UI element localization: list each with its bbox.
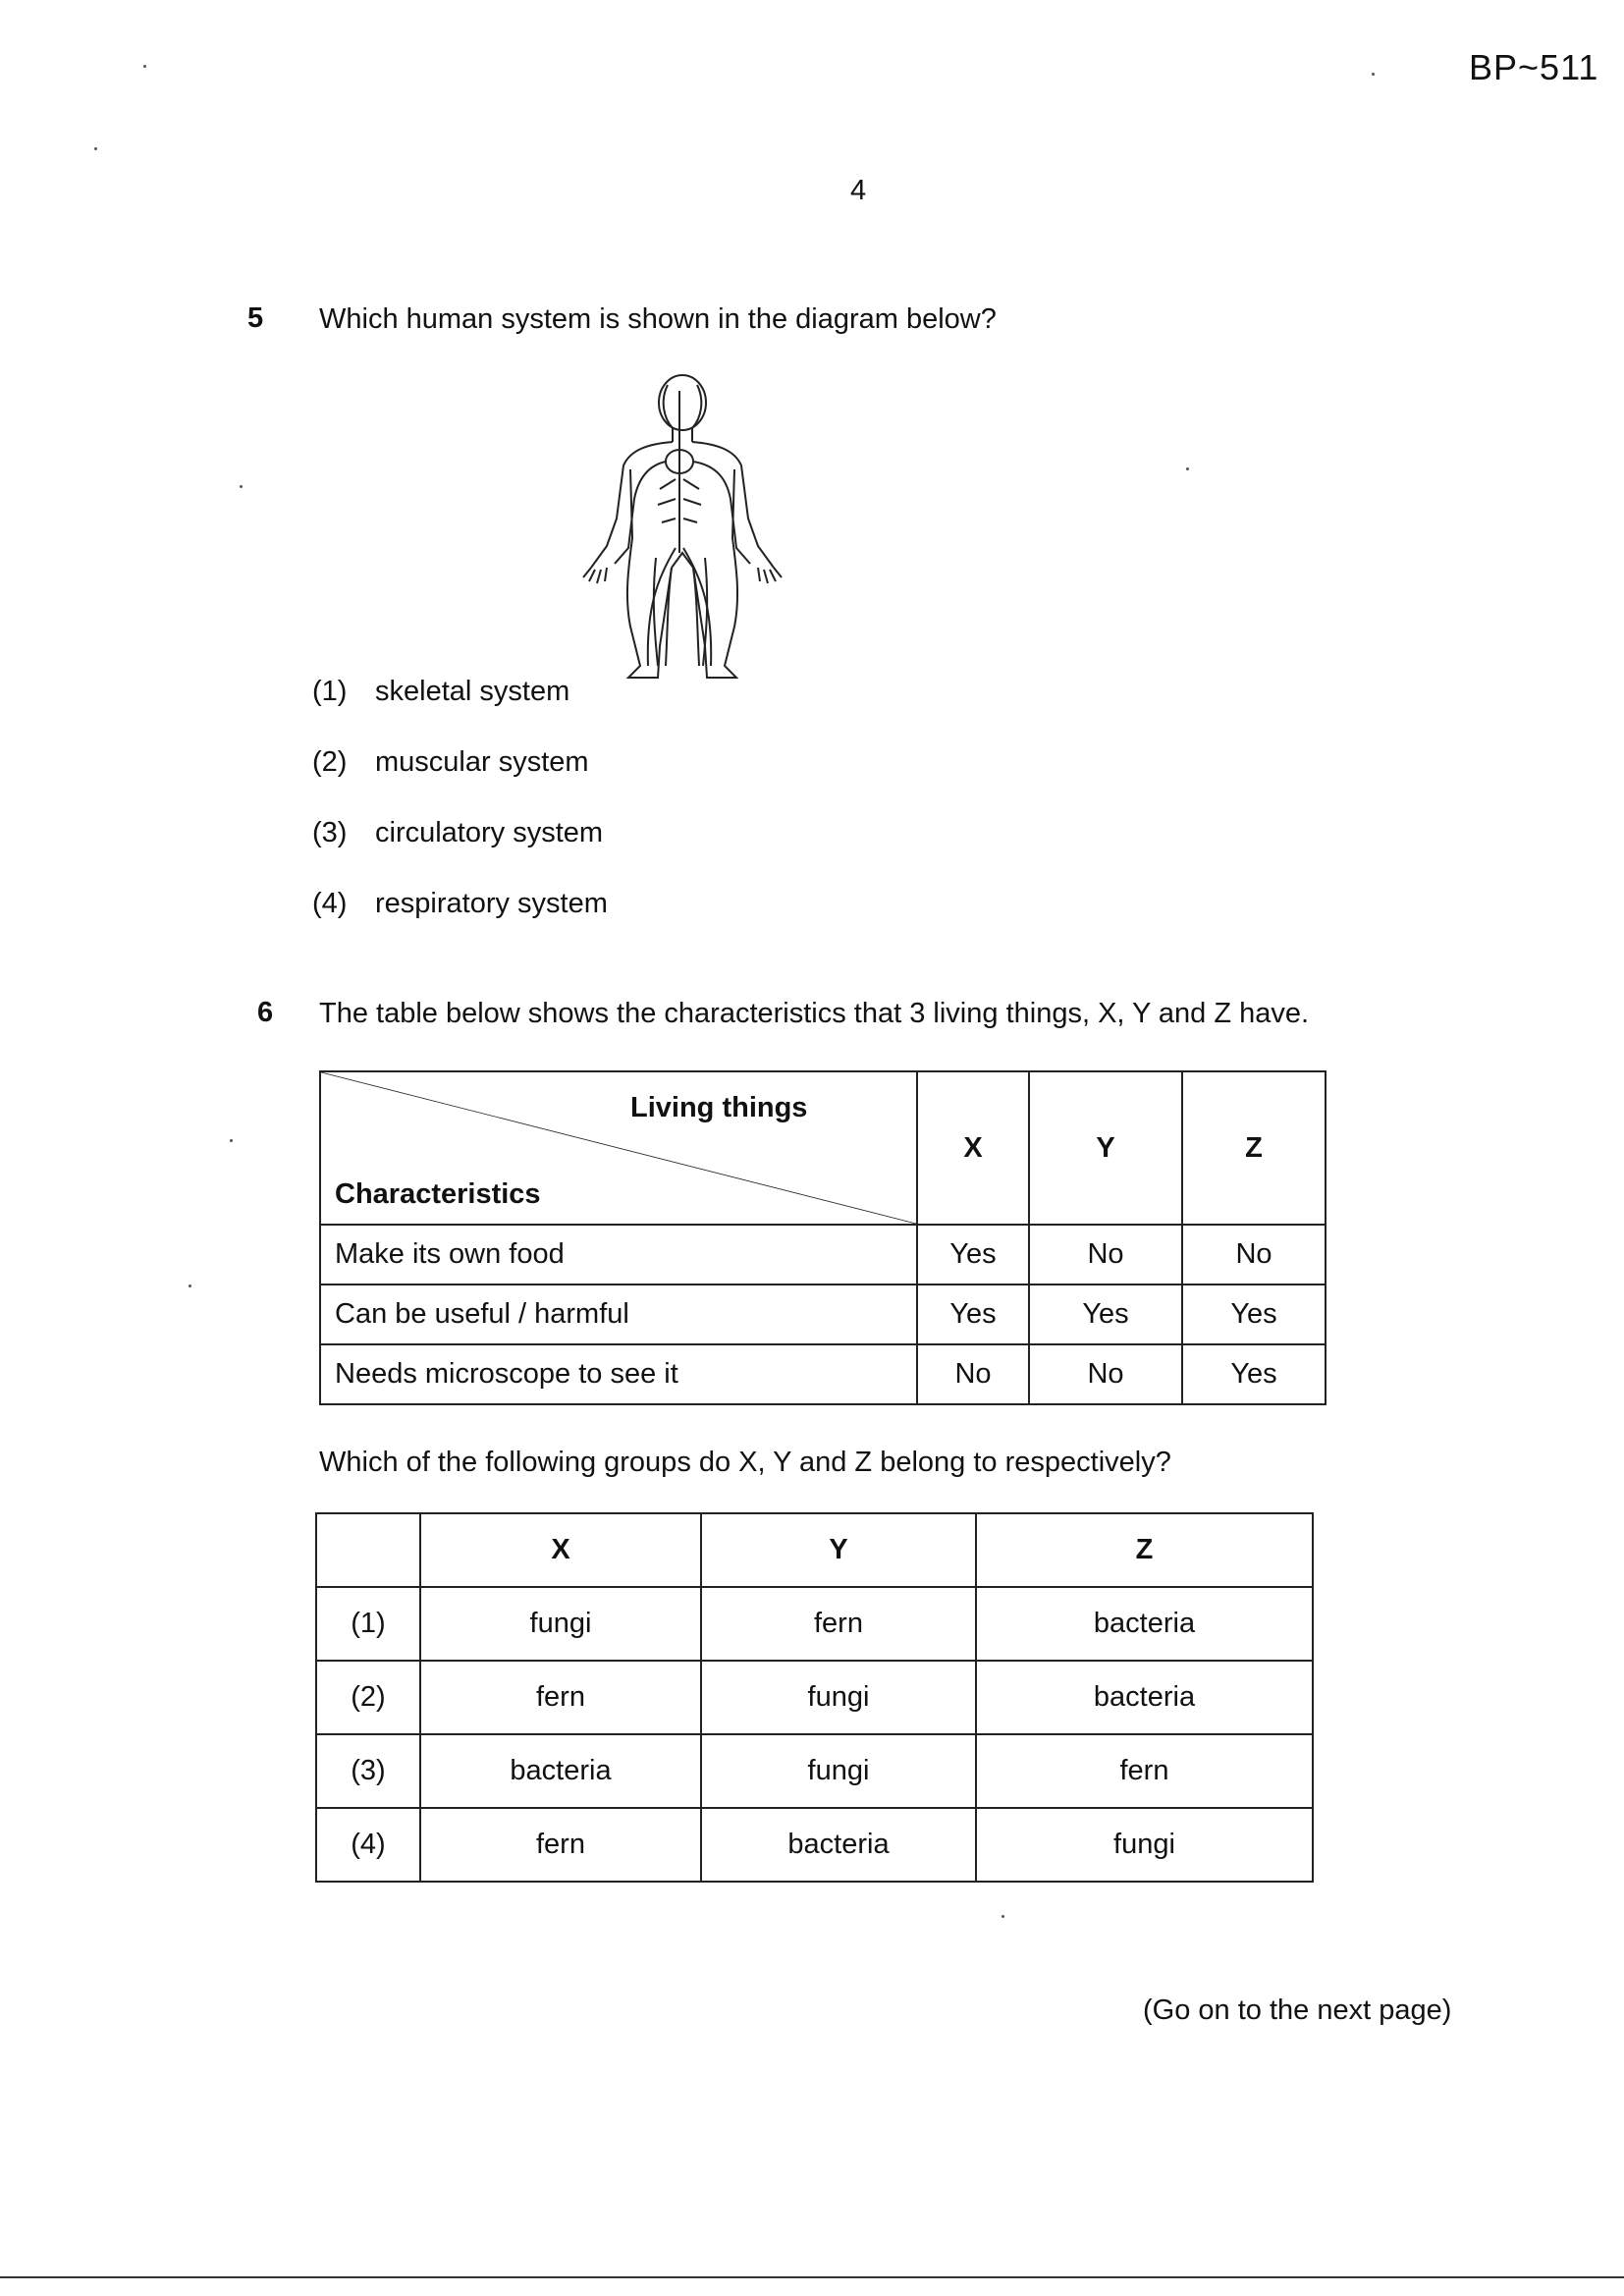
continue-note: (Go on to the next page) — [1143, 1995, 1452, 2026]
row-label: Needs microscope to see it — [320, 1344, 917, 1404]
table-header-diagonal — [320, 1071, 917, 1225]
col-header-x: X — [917, 1071, 1029, 1225]
table-row — [320, 1225, 1326, 1285]
page-bottom-rule — [0, 2276, 1624, 2278]
q5-option-2 — [312, 746, 589, 779]
cell-value: fern — [420, 1661, 701, 1734]
q5-option-2-text: muscular system — [375, 746, 589, 778]
cell-value: bacteria — [976, 1587, 1313, 1661]
cell-value: fungi — [701, 1661, 976, 1734]
q5-option-3 — [312, 817, 603, 849]
q5-option-2-number: (2) — [312, 746, 348, 778]
col-header-y: Y — [1029, 1071, 1182, 1225]
option-number: (1) — [316, 1587, 420, 1661]
cell-value: No — [1029, 1225, 1182, 1285]
question-5-text: Which human system is shown in the diagram below? — [319, 303, 997, 335]
cell-value: fungi — [701, 1734, 976, 1808]
cell-value: Yes — [1182, 1344, 1326, 1404]
answer-options-table — [315, 1512, 1314, 1883]
q5-option-1-text: skeletal system — [375, 676, 570, 707]
cell-value: Yes — [1182, 1285, 1326, 1344]
col-header-x: X — [420, 1513, 701, 1587]
cell-value: fern — [420, 1808, 701, 1882]
cell-value: No — [1029, 1344, 1182, 1404]
cell-value: bacteria — [976, 1661, 1313, 1734]
option-number: (3) — [316, 1734, 420, 1808]
col-header-blank — [316, 1513, 420, 1587]
header-living-things: Living things — [630, 1092, 808, 1123]
question-5-number: 5 — [247, 302, 264, 334]
characteristics-table — [319, 1070, 1326, 1405]
row-label: Make its own food — [320, 1225, 917, 1285]
table-row — [316, 1661, 1313, 1734]
table-row — [316, 1734, 1313, 1808]
q5-option-4 — [312, 888, 608, 920]
cell-value: No — [1182, 1225, 1326, 1285]
cell-value: Yes — [1029, 1285, 1182, 1344]
cell-value: fern — [976, 1734, 1313, 1808]
option-number: (4) — [316, 1808, 420, 1882]
page-number: 4 — [850, 175, 867, 206]
cell-value: fungi — [976, 1808, 1313, 1882]
col-header-y: Y — [701, 1513, 976, 1587]
option-number: (2) — [316, 1661, 420, 1734]
question-6-intro: The table below shows the characteristics that 3 living things, X, Y and Z have. — [319, 998, 1310, 1029]
cell-value: Yes — [917, 1225, 1029, 1285]
q5-option-1-number: (1) — [312, 676, 348, 707]
col-header-z: Z — [1182, 1071, 1326, 1225]
cell-value: Yes — [917, 1285, 1029, 1344]
cell-value: fern — [701, 1587, 976, 1661]
document-code: BP~511 — [1469, 47, 1599, 87]
col-header-z: Z — [976, 1513, 1313, 1587]
cell-value: No — [917, 1344, 1029, 1404]
cell-value: bacteria — [420, 1734, 701, 1808]
header-characteristics: Characteristics — [335, 1178, 541, 1210]
q5-option-4-text: respiratory system — [375, 888, 608, 919]
table-row — [320, 1285, 1326, 1344]
circulatory-system-figure — [569, 371, 795, 685]
q5-option-4-number: (4) — [312, 888, 348, 919]
cell-value: bacteria — [701, 1808, 976, 1882]
q5-option-3-text: circulatory system — [375, 817, 604, 848]
q5-option-1 — [312, 676, 569, 708]
cell-value: fungi — [420, 1587, 701, 1661]
table-row — [316, 1808, 1313, 1882]
table-row — [320, 1344, 1326, 1404]
row-label: Can be useful / harmful — [320, 1285, 917, 1344]
table-row — [316, 1587, 1313, 1661]
question-6-text: Which of the following groups do X, Y and Z belong to respectively? — [319, 1447, 1171, 1478]
question-6-number: 6 — [257, 997, 274, 1028]
q5-option-3-number: (3) — [312, 817, 348, 848]
